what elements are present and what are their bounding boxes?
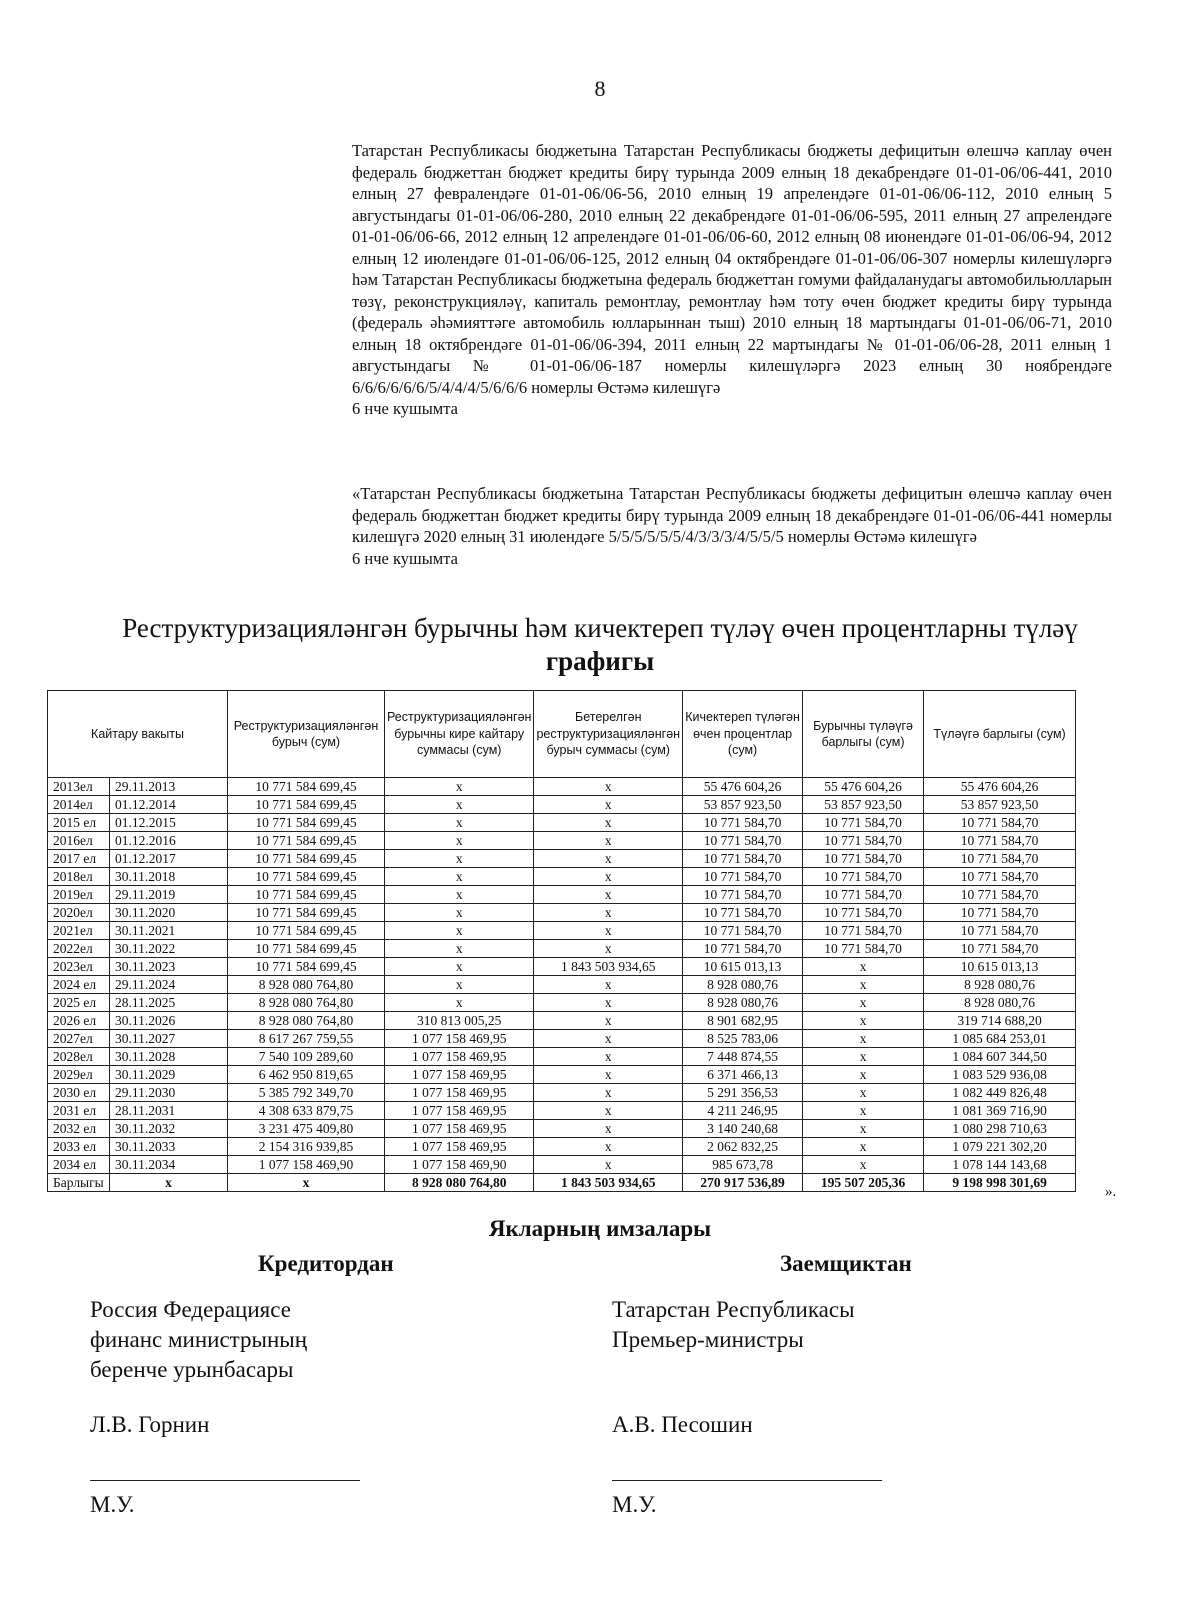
payment-total-cell: 1 081 369 716,90 bbox=[924, 1102, 1076, 1120]
written-off-cell: x bbox=[534, 1066, 683, 1084]
payment-total-cell: 1 079 221 302,20 bbox=[924, 1138, 1076, 1156]
debt-payment-cell: x bbox=[803, 1156, 924, 1174]
written-off-cell: x bbox=[534, 994, 683, 1012]
total-label-cell: Барлыгы bbox=[48, 1174, 110, 1192]
table-row bbox=[48, 976, 1076, 994]
restructured-debt-cell: 10 771 584 699,45 bbox=[228, 814, 385, 832]
written-off-cell: x bbox=[534, 832, 683, 850]
written-off-cell: x bbox=[534, 886, 683, 904]
written-off-cell: x bbox=[534, 1030, 683, 1048]
header-return-date: Кайтару вакыты bbox=[48, 691, 228, 778]
table-row bbox=[48, 832, 1076, 850]
return-amount-cell: 1 077 158 469,90 bbox=[385, 1156, 534, 1174]
payment-total-cell: 10 771 584,70 bbox=[924, 922, 1076, 940]
interest-cell: 10 771 584,70 bbox=[683, 886, 803, 904]
date-cell: 29.11.2024 bbox=[110, 976, 228, 994]
date-cell: 30.11.2022 bbox=[110, 940, 228, 958]
restructured-debt-cell: 10 771 584 699,45 bbox=[228, 832, 385, 850]
return-amount-cell: x bbox=[385, 796, 534, 814]
document-title bbox=[0, 612, 1200, 678]
return-amount-cell: x bbox=[385, 940, 534, 958]
interest-cell: 7 448 874,55 bbox=[683, 1048, 803, 1066]
year-cell: 2013ел bbox=[48, 778, 110, 796]
written-off-cell: x bbox=[534, 976, 683, 994]
appendix-label-2: 6 нче кушымта bbox=[352, 548, 458, 568]
date-cell: 30.11.2034 bbox=[110, 1156, 228, 1174]
interest-cell: 53 857 923,50 bbox=[683, 796, 803, 814]
interest-cell: 55 476 604,26 bbox=[683, 778, 803, 796]
date-cell: 29.11.2019 bbox=[110, 886, 228, 904]
restructured-debt-cell: 10 771 584 699,45 bbox=[228, 850, 385, 868]
interest-cell: 10 771 584,70 bbox=[683, 814, 803, 832]
schedule-table-wrapper bbox=[47, 690, 1076, 1192]
return-amount-cell: x bbox=[385, 904, 534, 922]
return-amount-cell: 1 077 158 469,95 bbox=[385, 1120, 534, 1138]
return-amount-cell: x bbox=[385, 832, 534, 850]
debt-payment-cell: 53 857 923,50 bbox=[803, 796, 924, 814]
return-amount-cell: 1 077 158 469,95 bbox=[385, 1138, 534, 1156]
header-payment-total: Түләүгә барлыгы (сум) bbox=[924, 691, 1076, 778]
date-cell: 30.11.2028 bbox=[110, 1048, 228, 1066]
table-row bbox=[48, 1138, 1076, 1156]
creditor-position-line: беренче урынбасары bbox=[90, 1357, 294, 1382]
debt-payment-cell: x bbox=[803, 1048, 924, 1066]
restructured-debt-cell: 10 771 584 699,45 bbox=[228, 904, 385, 922]
intro-paragraph-1 bbox=[352, 140, 1112, 420]
date-cell: 01.12.2014 bbox=[110, 796, 228, 814]
written-off-cell: x bbox=[534, 940, 683, 958]
date-cell: 30.11.2021 bbox=[110, 922, 228, 940]
table-row bbox=[48, 1102, 1076, 1120]
return-amount-cell: x bbox=[385, 886, 534, 904]
date-cell: 29.11.2013 bbox=[110, 778, 228, 796]
return-amount-cell: x bbox=[385, 958, 534, 976]
debt-payment-cell: x bbox=[803, 1066, 924, 1084]
appendix-label-1: 6 нче кушымта bbox=[352, 399, 458, 418]
borrower-stamp-label: М.У. bbox=[612, 1492, 657, 1517]
interest-cell: 10 771 584,70 bbox=[683, 922, 803, 940]
table-row bbox=[48, 796, 1076, 814]
table-row bbox=[48, 958, 1076, 976]
debt-payment-cell: x bbox=[803, 958, 924, 976]
table-row bbox=[48, 1066, 1076, 1084]
year-cell: 2017 ел bbox=[48, 850, 110, 868]
restructured-debt-cell: 10 771 584 699,45 bbox=[228, 778, 385, 796]
restructured-debt-cell: 10 771 584 699,45 bbox=[228, 868, 385, 886]
interest-cell: 8 525 783,06 bbox=[683, 1030, 803, 1048]
table-body bbox=[48, 778, 1076, 1192]
restructured-debt-cell: 7 540 109 289,60 bbox=[228, 1048, 385, 1066]
interest-cell: 5 291 356,53 bbox=[683, 1084, 803, 1102]
year-cell: 2016ел bbox=[48, 832, 110, 850]
restructured-debt-cell: 10 771 584 699,45 bbox=[228, 922, 385, 940]
payment-total-cell: 10 771 584,70 bbox=[924, 886, 1076, 904]
intro-text-1: Татарстан Республикасы бюджетына Татарстан Республикасы бюджеты дефицитын өлешчә каплау өчен федераль бюджеттан бюджет кредиты бирү турында 2009 елның 18 декабрендәге 01-01-06/06-441, 2010 елның 27 февралендәге 01-01-06/06-56, 2010 елның 19 апрелендәге 01-01-06/06-112, 2010 елның 5 августындагы 01-01-06/06-280, 2010 елның 22 декабрендәге 01-01-06/06-595, 2011 елның 27 апрелендәге 01-01-06/06-66, 2012 елның 12 апрелендәге 01-01-06/06-60, 2012 елның 08 июнендәге 01-01-06/06-94, 2012 елның 12 июлендәге 01-01-06/06-125, 2012 елның 04 октябрендәге 01-01-06/06-307 номерлы килешүләргә һәм Татарстан Республикасы бюджетына федераль бюджеттан гомуми файдаланудагы автомобильюлларын төзү, реконструкцияләү, капиталь ремонтлау, ремонтлау һәм тоту өчен бюджет кредиты бирү турында (федераль әһәмияттәге автомобиль юлларыннан тыш) 2010 елның 18 мартындагы 01-01-06/06-71, 2010 елның 18 октябрендәге 01-01-06/06-394, 2011 елның 22 мартындагы № 01-01-06/06-28, 2011 елның 1 августындагы № 01-01-06/06-187 номерлы килешүләргә 2023 елның 30 ноябрендәге 6/6/6/6/6/6/5/4/4/4/5/6/6/6 номерлы Өстәмә килешүгә bbox=[352, 141, 1112, 397]
return-amount-cell: 1 077 158 469,95 bbox=[385, 1048, 534, 1066]
interest-cell: 6 371 466,13 bbox=[683, 1066, 803, 1084]
table-row bbox=[48, 940, 1076, 958]
written-off-cell: x bbox=[534, 1102, 683, 1120]
interest-cell: 10 771 584,70 bbox=[683, 868, 803, 886]
borrower-signatory-name: А.В. Песошин bbox=[612, 1412, 753, 1437]
restructured-debt-cell: 10 771 584 699,45 bbox=[228, 958, 385, 976]
table-row bbox=[48, 1084, 1076, 1102]
year-cell: 2032 ел bbox=[48, 1120, 110, 1138]
return-amount-cell: x bbox=[385, 868, 534, 886]
borrower-heading: Заемщиктан bbox=[780, 1251, 912, 1276]
interest-cell: 8 928 080,76 bbox=[683, 994, 803, 1012]
table-row bbox=[48, 1012, 1076, 1030]
payment-total-cell: 10 771 584,70 bbox=[924, 832, 1076, 850]
total-payment-total-cell: 9 198 998 301,69 bbox=[924, 1174, 1076, 1192]
total-written-off-cell: 1 843 503 934,65 bbox=[534, 1174, 683, 1192]
year-cell: 2026 ел bbox=[48, 1012, 110, 1030]
debt-payment-cell: 10 771 584,70 bbox=[803, 868, 924, 886]
year-cell: 2022ел bbox=[48, 940, 110, 958]
payment-total-cell: 1 082 449 826,48 bbox=[924, 1084, 1076, 1102]
table-row bbox=[48, 1156, 1076, 1174]
date-cell: 28.11.2031 bbox=[110, 1102, 228, 1120]
year-cell: 2031 ел bbox=[48, 1102, 110, 1120]
debt-payment-cell: 10 771 584,70 bbox=[803, 940, 924, 958]
restructured-debt-cell: 10 771 584 699,45 bbox=[228, 796, 385, 814]
return-amount-cell: x bbox=[385, 994, 534, 1012]
year-cell: 2020ел bbox=[48, 904, 110, 922]
date-cell: 30.11.2023 bbox=[110, 958, 228, 976]
payment-total-cell: 1 085 684 253,01 bbox=[924, 1030, 1076, 1048]
written-off-cell: x bbox=[534, 1084, 683, 1102]
date-cell: 30.11.2032 bbox=[110, 1120, 228, 1138]
restructured-debt-cell: 8 617 267 759,55 bbox=[228, 1030, 385, 1048]
year-cell: 2034 ел bbox=[48, 1156, 110, 1174]
creditor-position-line: финанс министрының bbox=[90, 1327, 308, 1352]
creditor-heading: Кредитордан bbox=[258, 1251, 394, 1276]
creditor-stamp-label: М.У. bbox=[90, 1492, 135, 1517]
payment-total-cell: 10 771 584,70 bbox=[924, 850, 1076, 868]
restructured-debt-cell: 8 928 080 764,80 bbox=[228, 1012, 385, 1030]
debt-payment-cell: x bbox=[803, 994, 924, 1012]
table-row bbox=[48, 904, 1076, 922]
interest-cell: 10 615 013,13 bbox=[683, 958, 803, 976]
title-line-2: графигы bbox=[545, 646, 655, 676]
written-off-cell: x bbox=[534, 1120, 683, 1138]
debt-payment-cell: 10 771 584,70 bbox=[803, 904, 924, 922]
debt-payment-cell: x bbox=[803, 1120, 924, 1138]
date-cell: 01.12.2015 bbox=[110, 814, 228, 832]
interest-cell: 10 771 584,70 bbox=[683, 832, 803, 850]
interest-cell: 985 673,78 bbox=[683, 1156, 803, 1174]
written-off-cell: x bbox=[534, 1156, 683, 1174]
total-restructured-debt-cell: x bbox=[228, 1174, 385, 1192]
debt-payment-cell: x bbox=[803, 1138, 924, 1156]
payment-total-cell: 10 771 584,70 bbox=[924, 814, 1076, 832]
borrower-position-line: Татарстан Республикасы bbox=[612, 1297, 855, 1322]
return-amount-cell: 1 077 158 469,95 bbox=[385, 1102, 534, 1120]
interest-cell: 10 771 584,70 bbox=[683, 940, 803, 958]
table-header-row bbox=[48, 691, 1076, 778]
table-row bbox=[48, 886, 1076, 904]
restructured-debt-cell: 5 385 792 349,70 bbox=[228, 1084, 385, 1102]
date-cell: 30.11.2033 bbox=[110, 1138, 228, 1156]
table-row bbox=[48, 922, 1076, 940]
interest-cell: 10 771 584,70 bbox=[683, 904, 803, 922]
payment-total-cell: 53 857 923,50 bbox=[924, 796, 1076, 814]
table-row bbox=[48, 994, 1076, 1012]
date-cell: 30.11.2020 bbox=[110, 904, 228, 922]
debt-payment-cell: 55 476 604,26 bbox=[803, 778, 924, 796]
interest-cell: 8 901 682,95 bbox=[683, 1012, 803, 1030]
debt-payment-cell: 10 771 584,70 bbox=[803, 850, 924, 868]
creditor-position bbox=[90, 1295, 307, 1385]
interest-cell: 2 062 832,25 bbox=[683, 1138, 803, 1156]
header-return-amount: Реструктуризацияләнгән бурычны кире кайтару суммасы (сум) bbox=[385, 691, 534, 778]
year-cell: 2024 ел bbox=[48, 976, 110, 994]
year-cell: 2018ел bbox=[48, 868, 110, 886]
total-date-cell: x bbox=[110, 1174, 228, 1192]
return-amount-cell: x bbox=[385, 976, 534, 994]
written-off-cell: x bbox=[534, 796, 683, 814]
table-row bbox=[48, 814, 1076, 832]
restructured-debt-cell: 8 928 080 764,80 bbox=[228, 976, 385, 994]
year-cell: 2033 ел bbox=[48, 1138, 110, 1156]
payment-total-cell: 10 615 013,13 bbox=[924, 958, 1076, 976]
table-row bbox=[48, 1030, 1076, 1048]
debt-payment-cell: 10 771 584,70 bbox=[803, 814, 924, 832]
year-cell: 2015 ел bbox=[48, 814, 110, 832]
date-cell: 30.11.2029 bbox=[110, 1066, 228, 1084]
creditor-signatory-name: Л.В. Горнин bbox=[90, 1412, 210, 1437]
restructured-debt-cell: 8 928 080 764,80 bbox=[228, 994, 385, 1012]
interest-cell: 8 928 080,76 bbox=[683, 976, 803, 994]
borrower-position-line: Премьер-министры bbox=[612, 1327, 804, 1352]
closing-quote: ». bbox=[1105, 1184, 1117, 1200]
debt-payment-cell: x bbox=[803, 1084, 924, 1102]
creditor-signature-line bbox=[90, 1480, 360, 1481]
header-deferred-interest: Кичектереп түләгән өчен процентлар (сум) bbox=[683, 691, 803, 778]
date-cell: 28.11.2025 bbox=[110, 994, 228, 1012]
date-cell: 01.12.2016 bbox=[110, 832, 228, 850]
year-cell: 2019ел bbox=[48, 886, 110, 904]
year-cell: 2030 ел bbox=[48, 1084, 110, 1102]
restructured-debt-cell: 6 462 950 819,65 bbox=[228, 1066, 385, 1084]
written-off-cell: x bbox=[534, 1138, 683, 1156]
return-amount-cell: x bbox=[385, 850, 534, 868]
table-row bbox=[48, 868, 1076, 886]
debt-payment-cell: 10 771 584,70 bbox=[803, 922, 924, 940]
payment-total-cell: 1 083 529 936,08 bbox=[924, 1066, 1076, 1084]
header-written-off-debt: Бетерелгән реструктуризацияләнгән бурыч суммасы (сум) bbox=[534, 691, 683, 778]
payment-total-cell: 10 771 584,70 bbox=[924, 868, 1076, 886]
restructured-debt-cell: 1 077 158 469,90 bbox=[228, 1156, 385, 1174]
intro-paragraph-2 bbox=[352, 483, 1112, 569]
year-cell: 2023ел bbox=[48, 958, 110, 976]
table-row bbox=[48, 850, 1076, 868]
borrower-signature-line bbox=[612, 1480, 882, 1481]
return-amount-cell: x bbox=[385, 778, 534, 796]
header-debt-payment-total: Бурычны түләүгә барлыгы (сум) bbox=[803, 691, 924, 778]
interest-cell: 10 771 584,70 bbox=[683, 850, 803, 868]
header-restructured-debt: Реструктуризацияләнгән бурыч (сум) bbox=[228, 691, 385, 778]
payment-total-cell: 8 928 080,76 bbox=[924, 994, 1076, 1012]
table-total-row bbox=[48, 1174, 1076, 1192]
table-row bbox=[48, 778, 1076, 796]
written-off-cell: x bbox=[534, 904, 683, 922]
payment-total-cell: 8 928 080,76 bbox=[924, 976, 1076, 994]
total-return-amount-cell: 8 928 080 764,80 bbox=[385, 1174, 534, 1192]
year-cell: 2025 ел bbox=[48, 994, 110, 1012]
interest-cell: 3 140 240,68 bbox=[683, 1120, 803, 1138]
table-row bbox=[48, 1048, 1076, 1066]
debt-payment-cell: x bbox=[803, 976, 924, 994]
total-interest-cell: 270 917 536,89 bbox=[683, 1174, 803, 1192]
payment-total-cell: 55 476 604,26 bbox=[924, 778, 1076, 796]
date-cell: 30.11.2027 bbox=[110, 1030, 228, 1048]
page-number: 8 bbox=[594, 76, 606, 101]
payment-total-cell: 1 078 144 143,68 bbox=[924, 1156, 1076, 1174]
written-off-cell: x bbox=[534, 778, 683, 796]
year-cell: 2027ел bbox=[48, 1030, 110, 1048]
debt-payment-cell: 10 771 584,70 bbox=[803, 832, 924, 850]
written-off-cell: x bbox=[534, 1048, 683, 1066]
return-amount-cell: 1 077 158 469,95 bbox=[385, 1084, 534, 1102]
restructured-debt-cell: 2 154 316 939,85 bbox=[228, 1138, 385, 1156]
payment-total-cell: 1 084 607 344,50 bbox=[924, 1048, 1076, 1066]
restructured-debt-cell: 4 308 633 879,75 bbox=[228, 1102, 385, 1120]
return-amount-cell: x bbox=[385, 814, 534, 832]
written-off-cell: x bbox=[534, 850, 683, 868]
written-off-cell: x bbox=[534, 868, 683, 886]
schedule-table bbox=[47, 690, 1076, 1192]
intro-text-2: «Татарстан Республикасы бюджетына Татарстан Республикасы бюджеты дефицитын өлешчә каплау өчен федераль бюджеттан бюджет кредиты бирү турында 2009 елның 18 декабрендәге 01-01-06/06-441 номерлы килешүгә 2020 елның 31 июлендәге 5/5/5/5/5/5/4/3/3/3/4/5/5/5 номерлы Өстәмә килешүгә bbox=[352, 484, 1112, 546]
written-off-cell: x bbox=[534, 814, 683, 832]
payment-total-cell: 10 771 584,70 bbox=[924, 904, 1076, 922]
restructured-debt-cell: 10 771 584 699,45 bbox=[228, 940, 385, 958]
borrower-position bbox=[612, 1295, 855, 1355]
written-off-cell: x bbox=[534, 922, 683, 940]
year-cell: 2028ел bbox=[48, 1048, 110, 1066]
return-amount-cell: 1 077 158 469,95 bbox=[385, 1030, 534, 1048]
date-cell: 29.11.2030 bbox=[110, 1084, 228, 1102]
total-debt-payment-cell: 195 507 205,36 bbox=[803, 1174, 924, 1192]
creditor-position-line: Россия Федерациясе bbox=[90, 1297, 291, 1322]
return-amount-cell: 1 077 158 469,95 bbox=[385, 1066, 534, 1084]
written-off-cell: x bbox=[534, 1012, 683, 1030]
year-cell: 2014ел bbox=[48, 796, 110, 814]
date-cell: 30.11.2026 bbox=[110, 1012, 228, 1030]
payment-total-cell: 1 080 298 710,63 bbox=[924, 1120, 1076, 1138]
date-cell: 01.12.2017 bbox=[110, 850, 228, 868]
restructured-debt-cell: 3 231 475 409,80 bbox=[228, 1120, 385, 1138]
written-off-cell: 1 843 503 934,65 bbox=[534, 958, 683, 976]
debt-payment-cell: x bbox=[803, 1012, 924, 1030]
table-row bbox=[48, 1120, 1076, 1138]
debt-payment-cell: x bbox=[803, 1030, 924, 1048]
date-cell: 30.11.2018 bbox=[110, 868, 228, 886]
payment-total-cell: 319 714 688,20 bbox=[924, 1012, 1076, 1030]
restructured-debt-cell: 10 771 584 699,45 bbox=[228, 886, 385, 904]
payment-total-cell: 10 771 584,70 bbox=[924, 940, 1076, 958]
return-amount-cell: 310 813 005,25 bbox=[385, 1012, 534, 1030]
return-amount-cell: x bbox=[385, 922, 534, 940]
interest-cell: 4 211 246,95 bbox=[683, 1102, 803, 1120]
title-line-1: Реструктуризацияләнгән бурычны һәм кичектереп түләү өчен процентларны түләү bbox=[122, 613, 1078, 643]
debt-payment-cell: 10 771 584,70 bbox=[803, 886, 924, 904]
debt-payment-cell: x bbox=[803, 1102, 924, 1120]
year-cell: 2021ел bbox=[48, 922, 110, 940]
year-cell: 2029ел bbox=[48, 1066, 110, 1084]
signatures-title: Якларның имзалары bbox=[488, 1216, 712, 1241]
